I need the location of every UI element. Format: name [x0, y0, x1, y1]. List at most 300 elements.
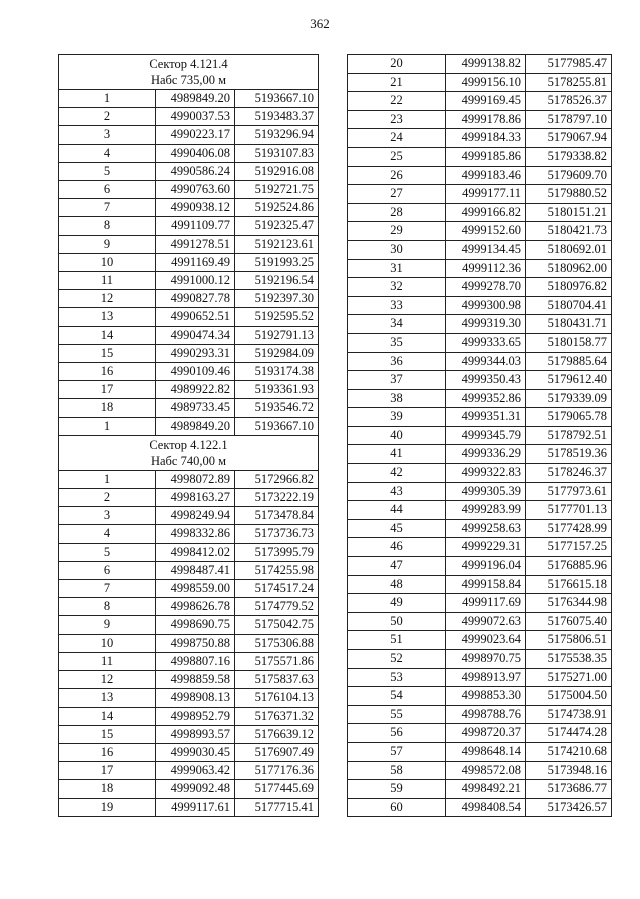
- table-row: [59, 525, 319, 543]
- x-coordinate-cell: 4999352.86: [446, 389, 526, 408]
- y-coordinate-cell: 5173736.73: [235, 525, 319, 543]
- y-coordinate-cell: 5176907.49: [235, 743, 319, 761]
- point-number-cell: 2: [59, 108, 156, 126]
- point-number-cell: 25: [348, 147, 446, 166]
- y-coordinate-cell: 5192325.47: [235, 217, 319, 235]
- table-row: [348, 73, 612, 92]
- x-coordinate-cell: 4998332.86: [156, 525, 235, 543]
- y-coordinate-cell: 5179065.78: [526, 408, 612, 427]
- y-coordinate-cell: 5178255.81: [526, 73, 612, 92]
- x-coordinate-cell: 4998720.37: [446, 724, 526, 743]
- point-number-cell: 10: [59, 634, 156, 652]
- x-coordinate-cell: 4998690.75: [156, 616, 235, 634]
- sector-header: [59, 435, 319, 470]
- point-number-cell: 14: [59, 326, 156, 344]
- table-row: [348, 203, 612, 222]
- table-row: [59, 108, 319, 126]
- table-row: [348, 724, 612, 743]
- point-number-cell: 11: [59, 652, 156, 670]
- y-coordinate-cell: 5177973.61: [526, 482, 612, 501]
- y-coordinate-cell: 5177701.13: [526, 501, 612, 520]
- y-coordinate-cell: 5192397.30: [235, 290, 319, 308]
- point-number-cell: 52: [348, 650, 446, 669]
- table-row: [348, 557, 612, 576]
- point-number-cell: 19: [59, 798, 156, 816]
- y-coordinate-cell: 5173948.16: [526, 761, 612, 780]
- point-number-cell: 16: [59, 363, 156, 381]
- x-coordinate-cell: 4989849.20: [156, 90, 235, 108]
- point-number-cell: 1: [59, 470, 156, 488]
- table-row: [59, 199, 319, 217]
- x-coordinate-cell: 4990293.31: [156, 344, 235, 362]
- y-coordinate-cell: 5192721.75: [235, 181, 319, 199]
- point-number-cell: 48: [348, 575, 446, 594]
- point-number-cell: 31: [348, 259, 446, 278]
- table-row: [348, 166, 612, 185]
- x-coordinate-cell: 4998072.89: [156, 470, 235, 488]
- point-number-cell: 24: [348, 129, 446, 148]
- x-coordinate-cell: 4999336.29: [446, 445, 526, 464]
- table-row: [348, 650, 612, 669]
- point-number-cell: 54: [348, 687, 446, 706]
- table-row: [59, 798, 319, 816]
- x-coordinate-cell: 4999278.70: [446, 278, 526, 297]
- y-coordinate-cell: 5176885.96: [526, 557, 612, 576]
- point-number-cell: 46: [348, 538, 446, 557]
- point-number-cell: 10: [59, 253, 156, 271]
- point-number-cell: 36: [348, 352, 446, 371]
- y-coordinate-cell: 5192984.09: [235, 344, 319, 362]
- x-coordinate-cell: 4998952.79: [156, 707, 235, 725]
- y-coordinate-cell: 5173222.19: [235, 489, 319, 507]
- x-coordinate-cell: 4990037.53: [156, 108, 235, 126]
- table-row: [59, 399, 319, 417]
- table-row: [348, 594, 612, 613]
- x-coordinate-cell: 4999283.99: [446, 501, 526, 520]
- x-coordinate-cell: 4991109.77: [156, 217, 235, 235]
- point-number-cell: 2: [59, 489, 156, 507]
- y-coordinate-cell: 5192196.54: [235, 272, 319, 290]
- x-coordinate-cell: 4999156.10: [446, 73, 526, 92]
- y-coordinate-cell: 5192524.86: [235, 199, 319, 217]
- table-row: [348, 147, 612, 166]
- y-coordinate-cell: 5193361.93: [235, 381, 319, 399]
- point-number-cell: 26: [348, 166, 446, 185]
- y-coordinate-cell: 5180962.00: [526, 259, 612, 278]
- point-number-cell: 20: [348, 55, 446, 74]
- point-number-cell: 1: [59, 417, 156, 435]
- x-coordinate-cell: 4999117.61: [156, 798, 235, 816]
- point-number-cell: 9: [59, 235, 156, 253]
- table-row: [59, 344, 319, 362]
- x-coordinate-cell: 4991000.12: [156, 272, 235, 290]
- right-coordinates-table: [347, 54, 612, 817]
- x-coordinate-cell: 4998993.57: [156, 725, 235, 743]
- y-coordinate-cell: 5177157.25: [526, 538, 612, 557]
- x-coordinate-cell: 4999258.63: [446, 519, 526, 538]
- point-number-cell: 29: [348, 222, 446, 241]
- y-coordinate-cell: 5178519.36: [526, 445, 612, 464]
- table-row: [59, 616, 319, 634]
- y-coordinate-cell: 5173478.84: [235, 507, 319, 525]
- x-coordinate-cell: 4989733.45: [156, 399, 235, 417]
- table-row: [59, 235, 319, 253]
- point-number-cell: 13: [59, 308, 156, 326]
- x-coordinate-cell: 4998408.54: [446, 798, 526, 817]
- x-coordinate-cell: 4999229.31: [446, 538, 526, 557]
- x-coordinate-cell: 4999152.60: [446, 222, 526, 241]
- y-coordinate-cell: 5179609.70: [526, 166, 612, 185]
- x-coordinate-cell: 4990586.24: [156, 162, 235, 180]
- y-coordinate-cell: 5179339.09: [526, 389, 612, 408]
- y-coordinate-cell: 5179338.82: [526, 147, 612, 166]
- x-coordinate-cell: 4990827.78: [156, 290, 235, 308]
- y-coordinate-cell: 5193667.10: [235, 90, 319, 108]
- table-row: [348, 110, 612, 129]
- point-number-cell: 11: [59, 272, 156, 290]
- x-coordinate-cell: 4999138.82: [446, 55, 526, 74]
- table-row: [59, 290, 319, 308]
- point-number-cell: 58: [348, 761, 446, 780]
- point-number-cell: 13: [59, 689, 156, 707]
- table-row: [348, 185, 612, 204]
- y-coordinate-cell: 5180421.73: [526, 222, 612, 241]
- y-coordinate-cell: 5175806.51: [526, 631, 612, 650]
- point-number-cell: 15: [59, 344, 156, 362]
- x-coordinate-cell: 4999319.30: [446, 315, 526, 334]
- x-coordinate-cell: 4999166.82: [446, 203, 526, 222]
- table-row: [348, 92, 612, 111]
- point-number-cell: 5: [59, 543, 156, 561]
- y-coordinate-cell: 5175571.86: [235, 652, 319, 670]
- table-row: [59, 671, 319, 689]
- y-coordinate-cell: 5179067.94: [526, 129, 612, 148]
- point-number-cell: 53: [348, 668, 446, 687]
- table-row: [59, 689, 319, 707]
- table-row: [59, 381, 319, 399]
- y-coordinate-cell: 5193296.94: [235, 126, 319, 144]
- table-row: [59, 725, 319, 743]
- y-coordinate-cell: 5177985.47: [526, 55, 612, 74]
- point-number-cell: 7: [59, 199, 156, 217]
- x-coordinate-cell: 4999344.03: [446, 352, 526, 371]
- table-row: [59, 144, 319, 162]
- x-coordinate-cell: 4999350.43: [446, 371, 526, 390]
- table-row: [59, 253, 319, 271]
- x-coordinate-cell: 4990223.17: [156, 126, 235, 144]
- point-number-cell: 14: [59, 707, 156, 725]
- y-coordinate-cell: 5173995.79: [235, 543, 319, 561]
- table-row: [59, 181, 319, 199]
- table-row: [348, 278, 612, 297]
- table-row: [59, 470, 319, 488]
- point-number-cell: 41: [348, 445, 446, 464]
- point-number-cell: 34: [348, 315, 446, 334]
- point-number-cell: 23: [348, 110, 446, 129]
- y-coordinate-cell: 5173686.77: [526, 780, 612, 799]
- x-coordinate-cell: 4999177.11: [446, 185, 526, 204]
- y-coordinate-cell: 5177715.41: [235, 798, 319, 816]
- point-number-cell: 8: [59, 598, 156, 616]
- point-number-cell: 50: [348, 612, 446, 631]
- x-coordinate-cell: 4999305.39: [446, 482, 526, 501]
- x-coordinate-cell: 4999322.83: [446, 464, 526, 483]
- y-coordinate-cell: 5192916.08: [235, 162, 319, 180]
- y-coordinate-cell: 5173426.57: [526, 798, 612, 817]
- x-coordinate-cell: 4998788.76: [446, 705, 526, 724]
- y-coordinate-cell: 5174517.24: [235, 580, 319, 598]
- x-coordinate-cell: 4998572.08: [446, 761, 526, 780]
- x-coordinate-cell: 4990763.60: [156, 181, 235, 199]
- table-row: [348, 129, 612, 148]
- point-number-cell: 18: [59, 399, 156, 417]
- point-number-cell: 51: [348, 631, 446, 650]
- point-number-cell: 18: [59, 780, 156, 798]
- point-number-cell: 40: [348, 426, 446, 445]
- table-row: [348, 315, 612, 334]
- table-row: [348, 538, 612, 557]
- y-coordinate-cell: 5175271.00: [526, 668, 612, 687]
- table-row: [348, 371, 612, 390]
- y-coordinate-cell: 5192595.52: [235, 308, 319, 326]
- table-row: [348, 631, 612, 650]
- y-coordinate-cell: 5177428.99: [526, 519, 612, 538]
- table-row: [348, 780, 612, 799]
- x-coordinate-cell: 4990109.46: [156, 363, 235, 381]
- sector-elevation: Набс 735,00 м: [150, 73, 227, 87]
- x-coordinate-cell: 4991278.51: [156, 235, 235, 253]
- table-row: [59, 561, 319, 579]
- x-coordinate-cell: 4998970.75: [446, 650, 526, 669]
- page-number: 362: [310, 16, 330, 31]
- x-coordinate-cell: 4998853.30: [446, 687, 526, 706]
- table-row: [348, 798, 612, 817]
- point-number-cell: 38: [348, 389, 446, 408]
- table-row: [59, 652, 319, 670]
- table-row: [348, 575, 612, 594]
- x-coordinate-cell: 4998807.16: [156, 652, 235, 670]
- x-coordinate-cell: 4990938.12: [156, 199, 235, 217]
- point-number-cell: 16: [59, 743, 156, 761]
- point-number-cell: 3: [59, 507, 156, 525]
- table-row: [59, 308, 319, 326]
- y-coordinate-cell: 5175837.63: [235, 671, 319, 689]
- table-row: [59, 507, 319, 525]
- sector-elevation: Набс 740,00 м: [150, 453, 227, 468]
- x-coordinate-cell: 4991169.49: [156, 253, 235, 271]
- y-coordinate-cell: 5174474.28: [526, 724, 612, 743]
- y-coordinate-cell: 5178526.37: [526, 92, 612, 111]
- table-row: [348, 761, 612, 780]
- table-row: [348, 464, 612, 483]
- y-coordinate-cell: 5179880.52: [526, 185, 612, 204]
- table-row: [348, 352, 612, 371]
- y-coordinate-cell: 5180976.82: [526, 278, 612, 297]
- table-row: [59, 743, 319, 761]
- point-number-cell: 49: [348, 594, 446, 613]
- x-coordinate-cell: 4999169.45: [446, 92, 526, 111]
- point-number-cell: 3: [59, 126, 156, 144]
- point-number-cell: 22: [348, 92, 446, 111]
- y-coordinate-cell: 5179885.64: [526, 352, 612, 371]
- y-coordinate-cell: 5176371.32: [235, 707, 319, 725]
- table-row: [348, 259, 612, 278]
- point-number-cell: 17: [59, 762, 156, 780]
- x-coordinate-cell: 4999196.04: [446, 557, 526, 576]
- table-row: [348, 482, 612, 501]
- x-coordinate-cell: 4989849.20: [156, 417, 235, 435]
- table-row: [59, 363, 319, 381]
- point-number-cell: 39: [348, 408, 446, 427]
- table-row: [59, 272, 319, 290]
- x-coordinate-cell: 4990406.08: [156, 144, 235, 162]
- table-row: [59, 634, 319, 652]
- x-coordinate-cell: 4999178.86: [446, 110, 526, 129]
- x-coordinate-cell: 4999158.84: [446, 575, 526, 594]
- y-coordinate-cell: 5178797.10: [526, 110, 612, 129]
- x-coordinate-cell: 4999333.65: [446, 333, 526, 352]
- y-coordinate-cell: 5192123.61: [235, 235, 319, 253]
- y-coordinate-cell: 5176639.12: [235, 725, 319, 743]
- sector-title: Сектор 4.121.4: [149, 57, 228, 71]
- point-number-cell: 1: [59, 90, 156, 108]
- point-number-cell: 35: [348, 333, 446, 352]
- y-coordinate-cell: 5174738.91: [526, 705, 612, 724]
- point-number-cell: 47: [348, 557, 446, 576]
- y-coordinate-cell: 5174210.68: [526, 742, 612, 761]
- y-coordinate-cell: 5191993.25: [235, 253, 319, 271]
- point-number-cell: 44: [348, 501, 446, 520]
- table-row: [348, 426, 612, 445]
- point-number-cell: 42: [348, 464, 446, 483]
- table-row: [59, 762, 319, 780]
- y-coordinate-cell: 5178246.37: [526, 464, 612, 483]
- table-row: [348, 612, 612, 631]
- x-coordinate-cell: 4998913.97: [446, 668, 526, 687]
- table-row: [59, 489, 319, 507]
- x-coordinate-cell: 4998750.88: [156, 634, 235, 652]
- y-coordinate-cell: 5176104.13: [235, 689, 319, 707]
- y-coordinate-cell: 5175042.75: [235, 616, 319, 634]
- y-coordinate-cell: 5175004.50: [526, 687, 612, 706]
- point-number-cell: 28: [348, 203, 446, 222]
- table-row: [348, 445, 612, 464]
- table-row: [59, 598, 319, 616]
- y-coordinate-cell: 5193546.72: [235, 399, 319, 417]
- point-number-cell: 12: [59, 290, 156, 308]
- y-coordinate-cell: 5179612.40: [526, 371, 612, 390]
- x-coordinate-cell: 4998249.94: [156, 507, 235, 525]
- y-coordinate-cell: 5180704.41: [526, 296, 612, 315]
- x-coordinate-cell: 4998859.58: [156, 671, 235, 689]
- point-number-cell: 15: [59, 725, 156, 743]
- table-row: [348, 55, 612, 74]
- table-row: [348, 240, 612, 259]
- y-coordinate-cell: 5174779.52: [235, 598, 319, 616]
- point-number-cell: 33: [348, 296, 446, 315]
- y-coordinate-cell: 5176075.40: [526, 612, 612, 631]
- y-coordinate-cell: 5175538.35: [526, 650, 612, 669]
- y-coordinate-cell: 5176615.18: [526, 575, 612, 594]
- table-row: [348, 408, 612, 427]
- point-number-cell: 6: [59, 561, 156, 579]
- table-row: [348, 687, 612, 706]
- x-coordinate-cell: 4990474.34: [156, 326, 235, 344]
- y-coordinate-cell: 5193107.83: [235, 144, 319, 162]
- table-row: [348, 501, 612, 520]
- point-number-cell: 57: [348, 742, 446, 761]
- x-coordinate-cell: 4999112.36: [446, 259, 526, 278]
- x-coordinate-cell: 4998163.27: [156, 489, 235, 507]
- point-number-cell: 7: [59, 580, 156, 598]
- table-row: [348, 222, 612, 241]
- point-number-cell: 8: [59, 217, 156, 235]
- sector-title: Сектор 4.122.1: [149, 437, 228, 452]
- y-coordinate-cell: 5193174.38: [235, 363, 319, 381]
- x-coordinate-cell: 4989922.82: [156, 381, 235, 399]
- table-row: [59, 162, 319, 180]
- table-row: [59, 780, 319, 798]
- point-number-cell: 27: [348, 185, 446, 204]
- point-number-cell: 21: [348, 73, 446, 92]
- y-coordinate-cell: 5193667.10: [235, 417, 319, 435]
- y-coordinate-cell: 5176344.98: [526, 594, 612, 613]
- x-coordinate-cell: 4999134.45: [446, 240, 526, 259]
- x-coordinate-cell: 4998648.14: [446, 742, 526, 761]
- y-coordinate-cell: 5177445.69: [235, 780, 319, 798]
- y-coordinate-cell: 5175306.88: [235, 634, 319, 652]
- y-coordinate-cell: 5177176.36: [235, 762, 319, 780]
- point-number-cell: 6: [59, 181, 156, 199]
- point-number-cell: 43: [348, 482, 446, 501]
- x-coordinate-cell: 4999184.33: [446, 129, 526, 148]
- x-coordinate-cell: 4990652.51: [156, 308, 235, 326]
- point-number-cell: 30: [348, 240, 446, 259]
- x-coordinate-cell: 4999185.86: [446, 147, 526, 166]
- point-number-cell: 56: [348, 724, 446, 743]
- sector-header: [59, 55, 319, 90]
- x-coordinate-cell: 4998492.21: [446, 780, 526, 799]
- x-coordinate-cell: 4998412.02: [156, 543, 235, 561]
- point-number-cell: 5: [59, 162, 156, 180]
- y-coordinate-cell: 5174255.98: [235, 561, 319, 579]
- y-coordinate-cell: 5192791.13: [235, 326, 319, 344]
- table-row: [348, 668, 612, 687]
- left-coordinates-table: [58, 54, 319, 817]
- x-coordinate-cell: 4998626.78: [156, 598, 235, 616]
- sector-header-row: [59, 55, 319, 90]
- x-coordinate-cell: 4999351.31: [446, 408, 526, 427]
- point-number-cell: 4: [59, 144, 156, 162]
- point-number-cell: 59: [348, 780, 446, 799]
- x-coordinate-cell: 4999063.42: [156, 762, 235, 780]
- x-coordinate-cell: 4999092.48: [156, 780, 235, 798]
- x-coordinate-cell: 4999345.79: [446, 426, 526, 445]
- y-coordinate-cell: 5180692.01: [526, 240, 612, 259]
- table-row: [348, 333, 612, 352]
- x-coordinate-cell: 4999023.64: [446, 631, 526, 650]
- point-number-cell: 9: [59, 616, 156, 634]
- point-number-cell: 32: [348, 278, 446, 297]
- table-row: [59, 217, 319, 235]
- table-row: [59, 707, 319, 725]
- y-coordinate-cell: 5172966.82: [235, 470, 319, 488]
- point-number-cell: 60: [348, 798, 446, 817]
- table-row: [348, 519, 612, 538]
- y-coordinate-cell: 5178792.51: [526, 426, 612, 445]
- sector-header-row: [59, 435, 319, 470]
- x-coordinate-cell: 4999117.69: [446, 594, 526, 613]
